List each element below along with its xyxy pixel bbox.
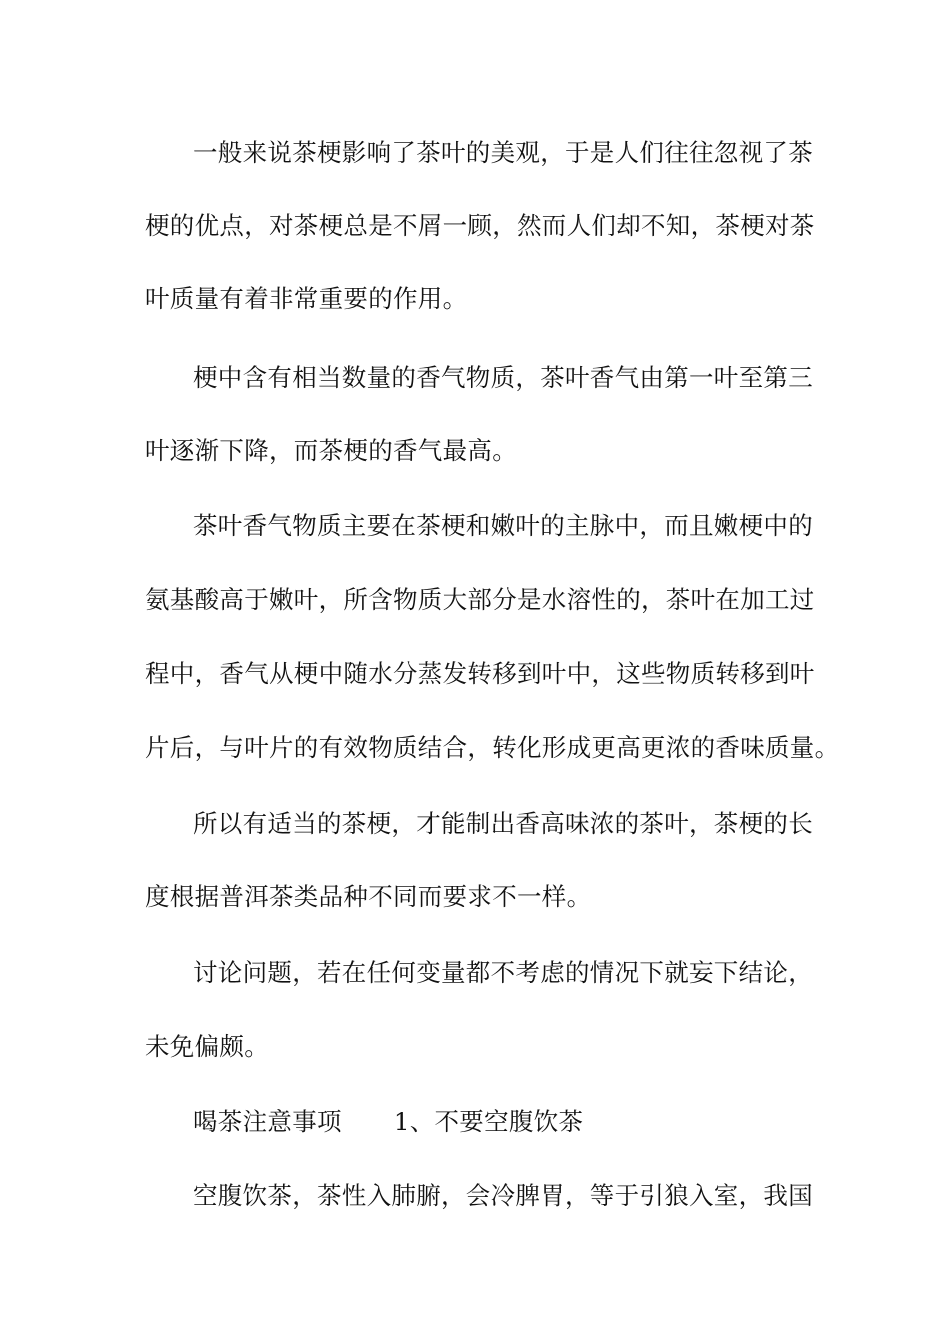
paragraph-3-line-2: 氨基酸高于嫩叶，所含物质大部分是水溶性的，茶叶在加工过 — [145, 585, 815, 614]
paragraph-5-line-2: 未免偏颇。 — [145, 1032, 269, 1061]
paragraph-5-line-1: 讨论问题，若在任何变量都不考虑的情况下就妄下结论， — [193, 958, 813, 987]
paragraph-2-line-1: 梗中含有相当数量的香气物质，茶叶香气由第一叶至第三 — [193, 363, 813, 392]
paragraph-3-line-4: 片后，与叶片的有效物质结合，转化形成更高更浓的香味质量。 — [145, 733, 840, 762]
paragraph-2-line-2: 叶逐渐下降，而茶梗的香气最高。 — [145, 436, 517, 465]
last-paragraph-line-1: 空腹饮茶，茶性入肺腑，会冷脾胃，等于引狼入室，我国 — [193, 1181, 813, 1210]
section-heading-title: 喝茶注意事项 — [193, 1107, 342, 1136]
paragraph-1-line-3: 叶质量有着非常重要的作用。 — [145, 284, 468, 313]
paragraph-4-line-2: 度根据普洱茶类品种不同而要求不一样。 — [145, 882, 592, 911]
paragraph-4-line-1: 所以有适当的茶梗，才能制出香高味浓的茶叶，茶梗的长 — [193, 809, 813, 838]
paragraph-3-line-1: 茶叶香气物质主要在茶梗和嫩叶的主脉中，而且嫩梗中的 — [193, 511, 813, 540]
paragraph-1-line-1: 一般来说茶梗影响了茶叶的美观，于是人们往往忽视了茶 — [193, 138, 813, 167]
section-heading-item: 1、不要空腹饮茶 — [393, 1107, 584, 1136]
paragraph-3-line-3: 程中，香气从梗中随水分蒸发转移到叶中，这些物质转移到叶 — [145, 659, 815, 688]
paragraph-1-line-2: 梗的优点，对茶梗总是不屑一顾，然而人们却不知，茶梗对茶 — [145, 211, 815, 240]
section-heading — [193, 1107, 583, 1137]
